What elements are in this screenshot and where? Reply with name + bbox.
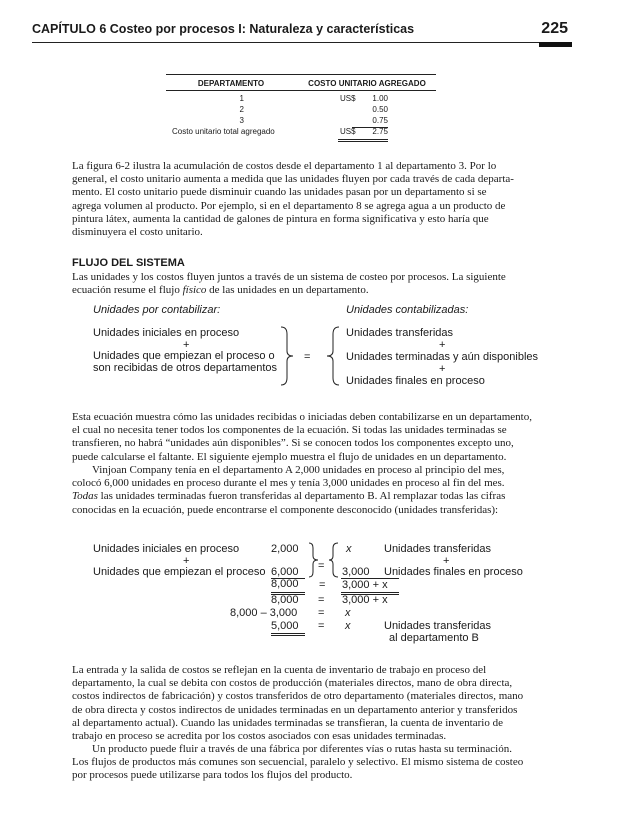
eq1-plus: + [183,339,190,351]
eq1-plus: + [439,363,446,375]
table-total-label: Costo unitario total agregado [172,127,275,136]
eq2-row-right: 3,000 + x [342,594,388,606]
double-underline [271,633,305,634]
table-row-value: 0.75 [372,116,388,125]
table-header-department: DEPARTAMENTO [197,79,265,88]
eq2-left-value: 6,000 [271,566,299,578]
paragraph-product-flows: Un producto puede fluir a través de una fábrica por diferentes vías o rutas hasta su terminación. Los flujos de productos más comunes son secuencial, paralelo y selectivo. El mismo sistema de costeo por procesos puede utilizarse para todos los flujos del producto. [72,743,524,782]
header-rule [32,42,572,43]
left-brace-icon [328,542,340,578]
eq1-plus: + [439,339,446,351]
table-header-unit-cost: COSTO UNITARIO AGREGADO [308,79,426,88]
total-double-underline [338,141,388,142]
table-row-dept: 2 [239,105,244,114]
eq2-row-left: 8,000 – 3,000 [230,607,298,619]
eq2-equals: = [318,594,325,606]
double-underline [341,592,399,593]
table-row-dept: 3 [239,116,244,125]
total-double-underline [338,139,388,140]
eq2-left-label: Unidades iniciales en proceso [93,543,240,555]
eq2-right-label: Unidades finales en proceso [384,566,523,578]
paragraph-system-flow: Las unidades y los costos fluyen juntos a través de un sistema de costeo por procesos. La siguiente ecuación resume el flujo físico de las unidades en un departamento. [72,271,506,297]
eq2-result-label: al departamento B [389,632,479,644]
eq1-right-heading: Unidades contabilizadas: [346,304,469,316]
eq1-left-line: Unidades iniciales en proceso [93,327,240,339]
table-header-rule [166,90,436,91]
eq2-plus: + [443,555,450,567]
table-top-rule [166,74,436,75]
eq1-left-heading: Unidades por contabilizar: [93,304,221,316]
table-row-value: 0.50 [372,105,388,114]
table-row-value: 1.00 [372,94,388,103]
unit-cost-table [166,74,436,144]
eq2-sum: 8,000 [271,578,299,590]
paragraph-wip-account: La entrada y la salida de costos se reflejan en la cuenta de inventario de trabajo en proceso del departamento, la cual se debita con costos de producción (materiales directos, mano de obra directa, costos indirectos de fabricación) y costos transferidos de otro departamento (materiales directos, mano de obra directa y costos indirectos de unidades terminadas en un departamento anterior y transferidos al departamento actual). Cuando las unidades terminadas se transfieran, la cuenta de inventario de trabajo en proceso se acredita por los costos asociados con esas unidades terminadas. [72,664,524,742]
eq1-right-line: Unidades transferidas [346,327,454,339]
eq1-right-line: Unidades terminadas y aún disponibles [346,351,539,363]
eq2-left-value: 2,000 [271,543,299,555]
eq2-result-label: Unidades transferidas [384,620,492,632]
eq2-equals: = [319,579,326,591]
page-number: 225 [541,20,568,37]
header-tab-mark [539,42,572,47]
eq2-right-value: 3,000 [342,566,370,578]
table-row-currency: US$ [340,94,356,103]
eq1-right-line: Unidades finales en proceso [346,375,485,387]
eq2-right-label: Unidades transferidas [384,543,492,555]
eq2-unknown: x [345,620,351,632]
double-underline [271,635,305,636]
chapter-title: CAPÍTULO 6 Costeo por procesos I: Naturaleza y características [32,22,415,36]
table-row-dept: 1 [239,94,244,103]
paragraph-vinjoan-example: Vinjoan Company tenía en el departamento A 2,000 unidades en proceso al principio del mes, colocó 6,000 unidades en proceso durante el mes y tenía 3,000 unidades en proceso al fin del mes. Todas las unidades terminadas fueron transferidas al departamento B. Al remplazar todas las cifras conocidas en la ecuación, puede encontrarse el componente desconocido (unidades transferidas): [72,464,506,516]
eq2-equals: = [318,620,325,632]
right-brace-icon [280,326,296,386]
eq1-equals: = [304,351,311,363]
eq2-plus: + [183,555,190,567]
section-title: FLUJO DEL SISTEMA [72,257,185,269]
eq2-row-left: 8,000 [271,594,299,606]
eq2-unknown: x [346,543,352,555]
double-underline [271,592,305,593]
eq2-right-sum: 3,000 + x [342,579,388,591]
eq2-left-label: Unidades que empiezan el proceso [93,566,266,578]
table-total-value: 2.75 [372,127,388,136]
table-total-currency: US$ [340,127,356,136]
paragraph-cost-accumulation: La figura 6-2 ilustra la acumulación de costos desde el departamento 1 al departamento 3. Por lo general, el costo unitario aumenta a medida que las unidades fluyen por cada través de cada departa- mento. El costo unitario puede disminuir cuando las unidades pasan por un departamento si se agrega volumen al producto. Por ejemplo, si en el departamento 8 se agrega agua a un producto de pintura látex, aumenta la cantidad de galones de pintura en forma significativa y esto haría que disminuyera el costo unitario. [72,160,514,238]
eq2-equals: = [318,560,325,572]
eq1-left-line: Unidades que empiezan el proceso o [93,350,275,362]
paragraph-equation-explanation: Esta ecuación muestra cómo las unidades recibidas o iniciadas deben contabilizarse en un departamento, el cual no necesita tener todos los componentes de la ecuación. Si todas las unidades terminadas se transfieren, no habrá “unidades aún disponibles”. Si se conocen todos los componentes excepto uno, puede calcularse el faltante. El siguiente ejemplo muestra el flujo de unidades en un departamento. [72,411,532,463]
left-brace-icon [326,326,342,386]
eq2-equals: = [318,607,325,619]
eq2-unknown: x [345,607,351,619]
eq1-left-line: son recibidas de otros departamentos [93,362,278,374]
eq2-result: 5,000 [271,620,299,632]
